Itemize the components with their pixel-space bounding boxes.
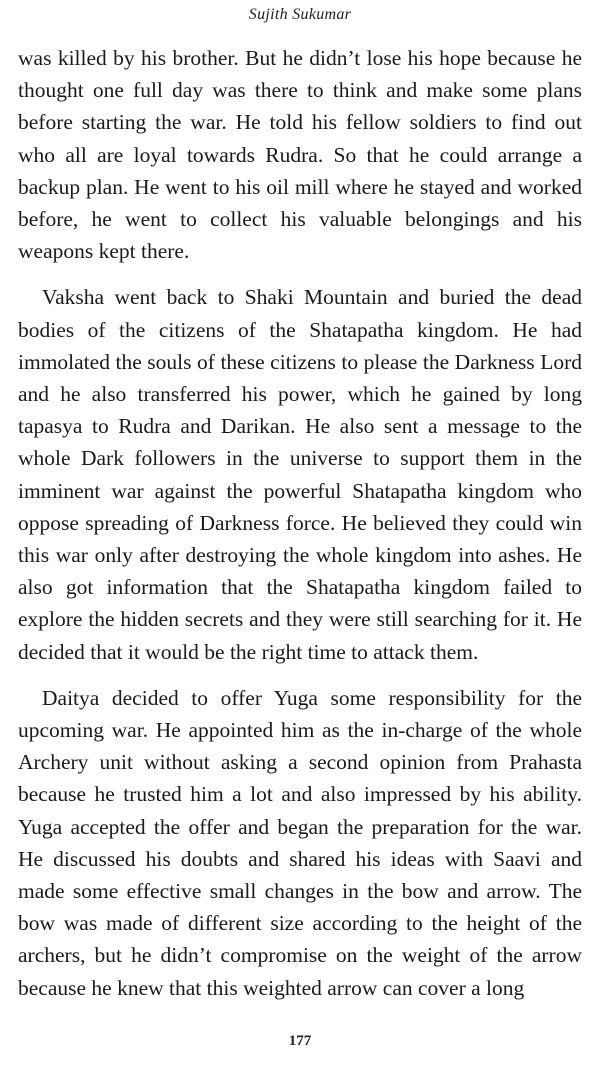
- body-text: [18, 42, 582, 1018]
- page-number: 177: [288, 1033, 312, 1049]
- paragraph-vaksha: Vaksha went back to Shaki Mountain and buried the dead bodies of the citizens of the Shatapatha kingdom. He had immolated the souls of these citizens to please the Darkness Lord and he also transferred his power, which he gained by long tapasya to Rudra and Darikan. He also sent a message to the whole Dark followers in the universe to support them in the imminent war against the powerful Shatapatha kingdom who oppose spreading of Darkness force. He believed they could win this war only after destroying the whole kingdom into ashes. He also got information that the Shatapatha kingdom failed to explore the hidden secrets and they were still searching for it. He decided that it would be the right time to attack them.: [18, 285, 582, 664]
- paragraph-continuation: was killed by his brother. But he didn’t lose his hope because he thought one full day was there to think and make some plans before starting the war. He told his fellow soldiers to find out who all are loyal towards Rudra. So that he could arrange a backup plan. He went to his oil mill where he stayed and worked before, he went to collect his valuable belongings and his weapons kept there.: [18, 46, 582, 264]
- paragraph-daitya: Daitya decided to offer Yuga some responsibility for the upcoming war. He appointed him as the in-charge of the whole Archery unit without asking a second opinion from Prahasta because he trusted him a lot and also impressed by his ability. Yuga accepted the offer and began the preparation for the war. He discussed his doubts and shared his ideas with Saavi and made some effective small changes in the bow and arrow. The bow was made of different size according to the height of the archers, but he didn’t compromise on the weight of the arrow because he knew that this weighted arrow can cover a long: [18, 685, 582, 1000]
- running-header: Sujith Sukumar: [248, 6, 352, 23]
